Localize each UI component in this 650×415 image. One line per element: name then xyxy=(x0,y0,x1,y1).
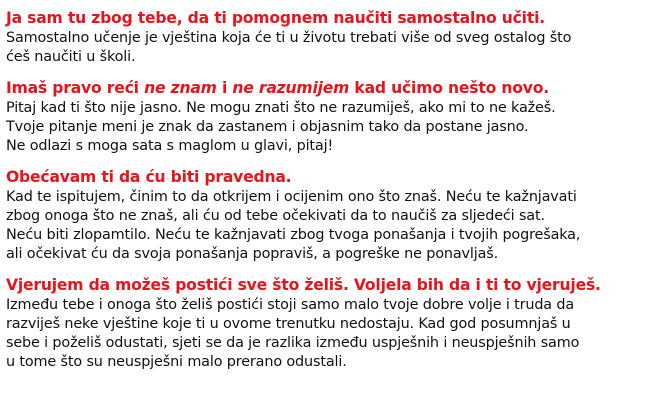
body-line: Kad te ispitujem, činim to da otkrijem i ocijenim ono što znaš. Neću te kažnjavati xyxy=(6,189,577,205)
body-line: Između tebe i onoga što želiš postići stoji samo malo tvoje dobre volje i truda da xyxy=(6,297,575,313)
section-2 xyxy=(6,77,644,156)
letter-page xyxy=(6,7,644,382)
body-line: ali očekivat ću da svoja ponašanja popraviš, a pogreške ne ponavljaš. xyxy=(6,246,499,262)
body-line: Ne odlazi s moga sata s maglom u glavi, pitaj! xyxy=(6,138,334,154)
section-1 xyxy=(6,7,644,67)
body-line: zbog onoga što ne znaš, ali ću od tebe očekivati da to naučiš za sljedeći sat. xyxy=(6,208,545,224)
section-heading: Obećavam ti da ću biti pravedna. xyxy=(6,168,292,186)
body-line: u tome što su neuspješni malo prerano odustali. xyxy=(6,354,347,370)
body-line: Tvoje pitanje meni je znak da zastanem i objasnim tako da postane jasno. xyxy=(6,119,529,135)
body-line: ćeš naučiti u školi. xyxy=(6,49,136,65)
section-heading: Vjerujem da možeš postići sve što želiš. Voljela bih da i ti to vjeruješ. xyxy=(6,276,601,294)
section-4 xyxy=(6,274,644,372)
heading-text: Imaš pravo reći xyxy=(6,79,145,97)
body-line: Neću biti zlopamtilo. Neću te kažnjavati zbog tvoga ponašanja i tvojih pogrešaka, xyxy=(6,227,581,243)
section-heading: Ja sam tu zbog tebe, da ti pomognem naučiti samostalno učiti. xyxy=(6,9,545,27)
heading-emphasis: ne znam xyxy=(144,79,217,97)
heading-text: kad učimo nešto novo. xyxy=(349,79,549,97)
body-line: razviješ neke vještine koje ti u ovome trenutku nedostaju. Kad god posumnjaš u xyxy=(6,316,571,332)
heading-text: i xyxy=(216,79,233,97)
body-line: Pitaj kad ti što nije jasno. Ne mogu znati što ne razumiješ, ako mi to ne kažeš. xyxy=(6,100,556,116)
section-heading xyxy=(6,77,644,99)
body-line: sebe i poželiš odustati, sjeti se da je razlika između uspješnih i neuspješnih samo xyxy=(6,335,580,351)
section-3 xyxy=(6,166,644,264)
heading-emphasis: ne razumijem xyxy=(232,79,350,97)
body-line: Samostalno učenje je vještina koja će ti u životu trebati više od sveg ostalog što xyxy=(6,30,572,46)
